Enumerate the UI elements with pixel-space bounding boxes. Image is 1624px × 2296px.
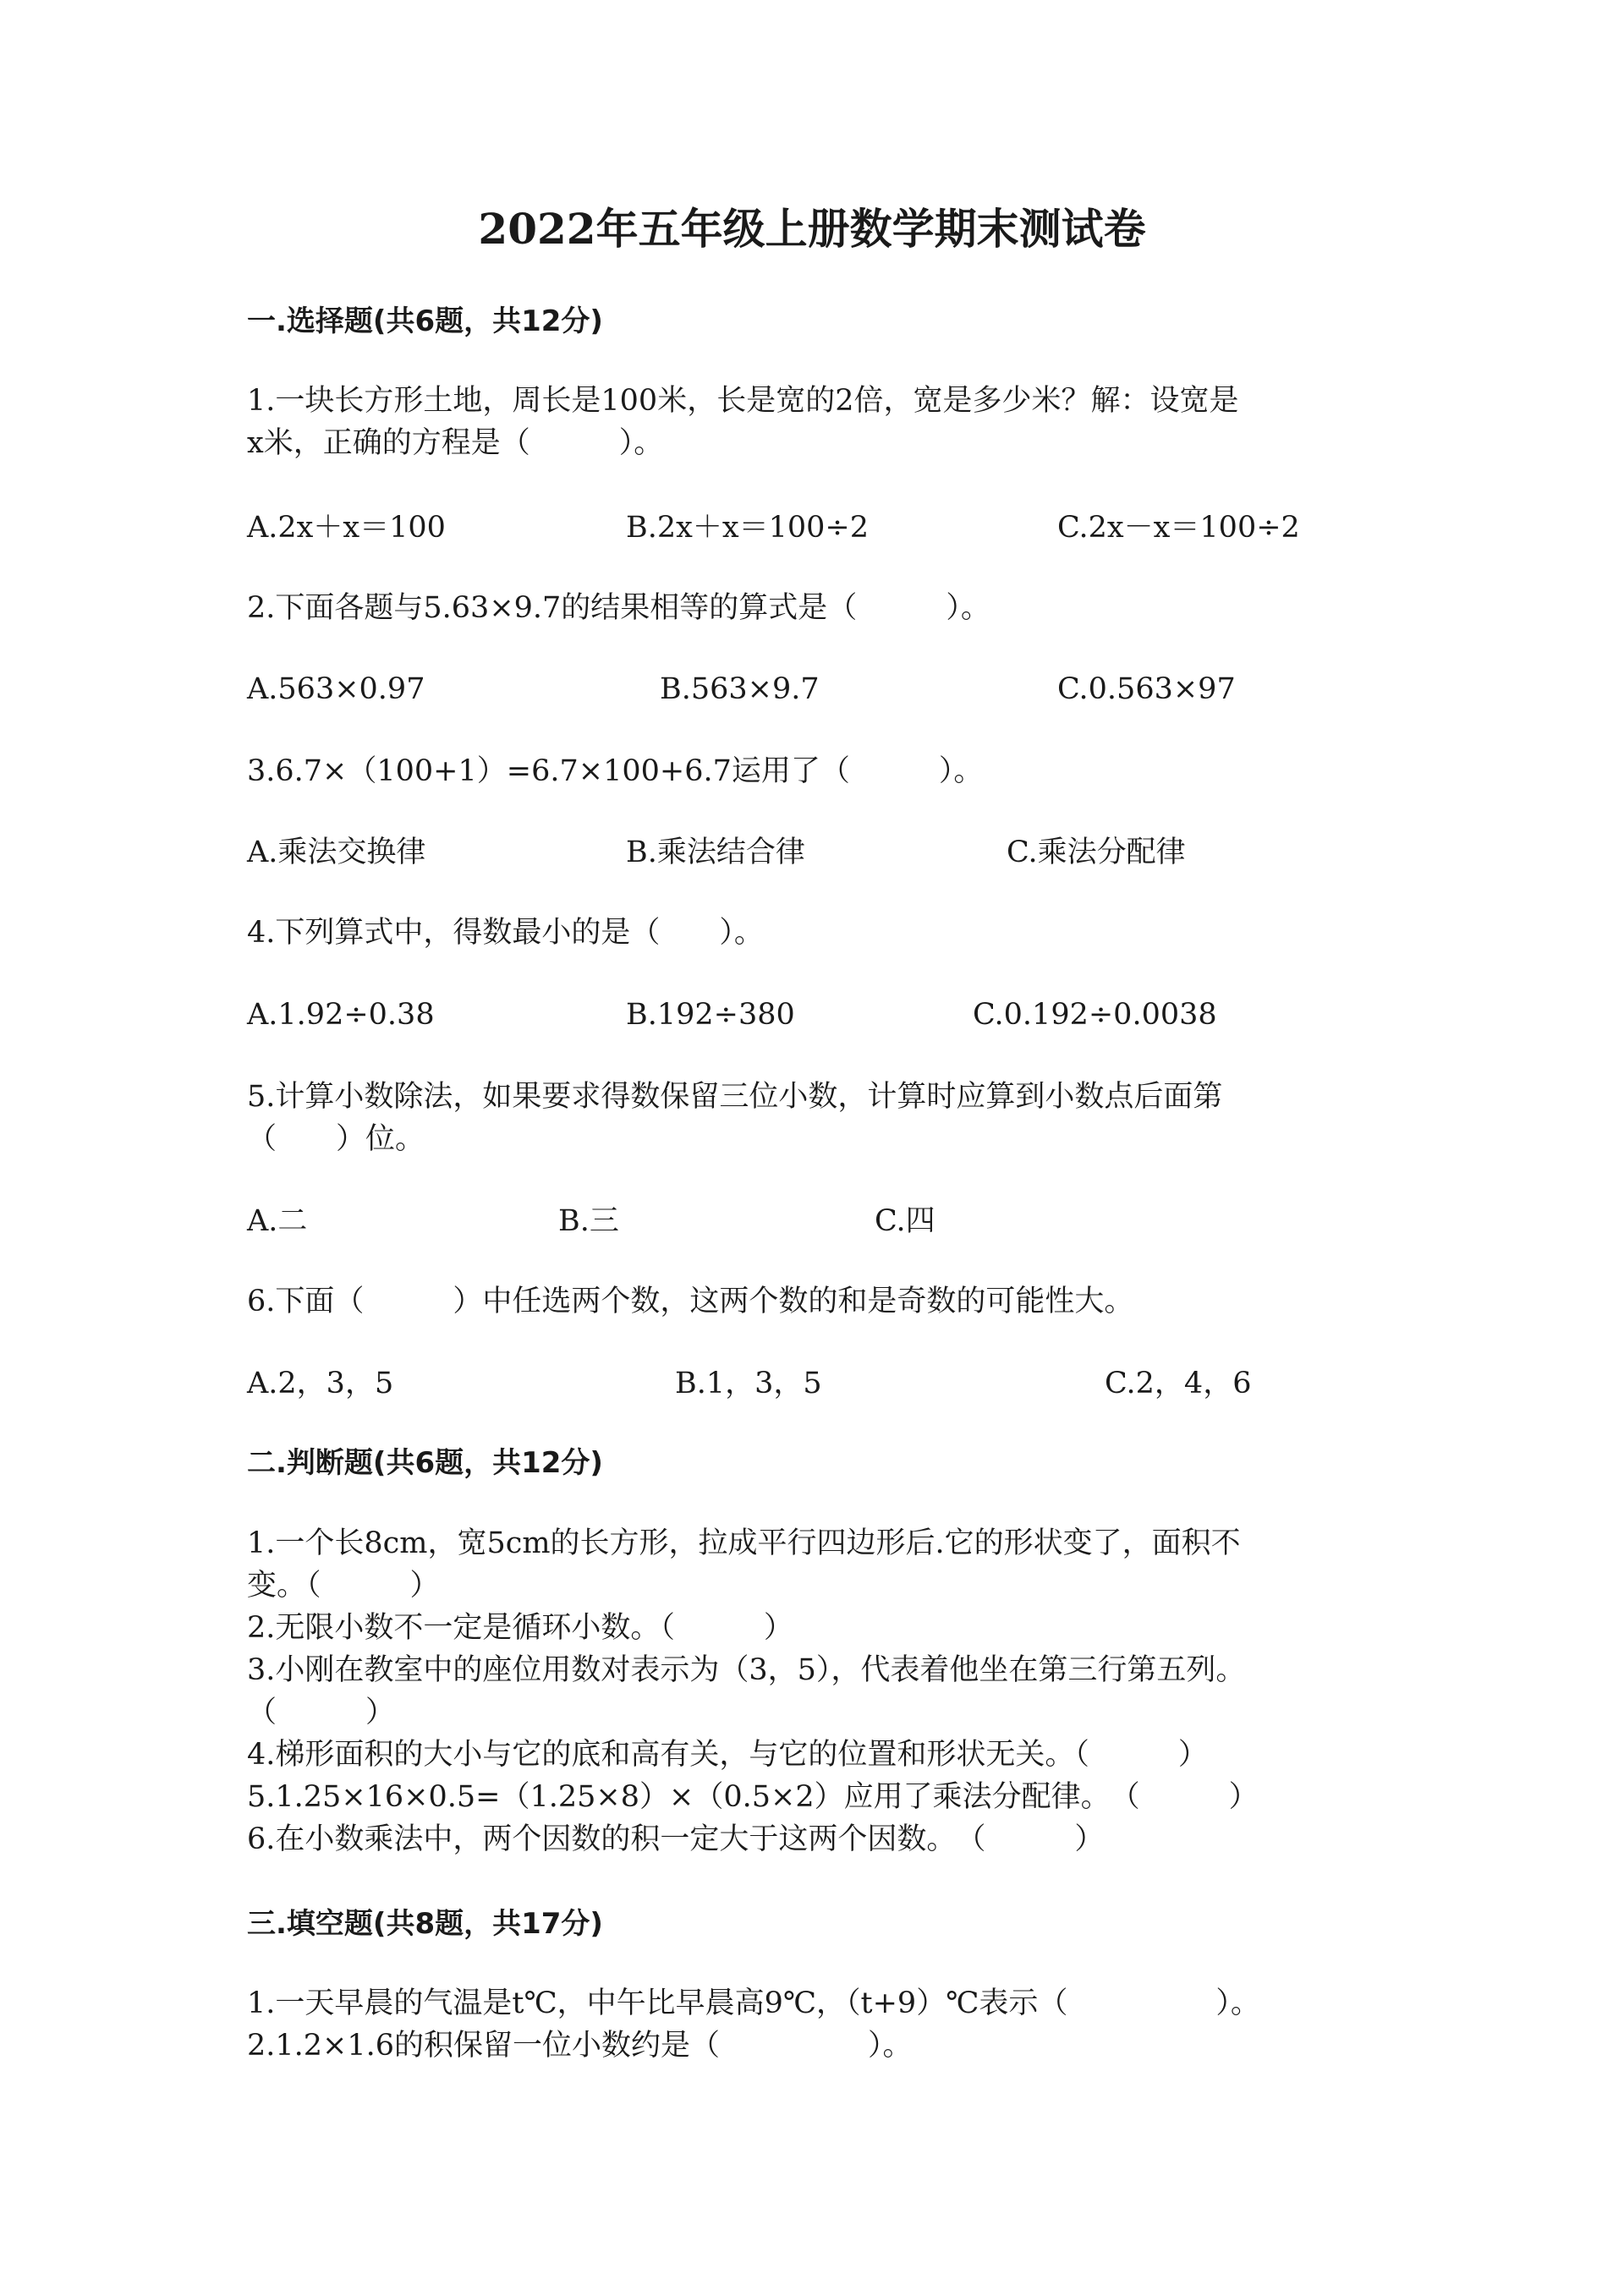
choice-q3-line1: 3.6.7×（100+1）=6.7×100+6.7运用了（ ）。 (247, 754, 984, 788)
choice-q6-option-c: C.2，4，6 (1105, 1367, 1252, 1400)
choice-q1-option-c: C.2x－x＝100÷2 (1057, 511, 1300, 545)
choice-q4-option-c: C.0.192÷0.0038 (973, 998, 1217, 1032)
choice-q5-line2: （ ）位。 (247, 1122, 425, 1156)
choice-q1-line2: x米，正确的方程是（ ）。 (247, 426, 664, 460)
page-title: 2022年五年级上册数学期末测试卷 (478, 204, 1146, 254)
choice-q1-option-a: A.2x＋x＝100 (247, 511, 446, 545)
choice-q2-option-c: C.0.563×97 (1057, 672, 1236, 706)
choice-q3-option-a: A.乘法交换律 (247, 836, 426, 869)
choice-q3-option-c: C.乘法分配律 (1007, 836, 1186, 869)
choice-q5-option-c: C.四 (875, 1204, 935, 1238)
choice-q4-option-b: B.192÷380 (626, 998, 795, 1032)
choice-q5-option-a: A.二 (247, 1204, 308, 1238)
choice-q2-option-b: B.563×9.7 (660, 672, 820, 706)
section-heading-fill: 三.填空题(共8题，共17分) (247, 1907, 603, 1941)
choice-q6-line1: 6.下面（ ）中任选两个数，这两个数的和是奇数的可能性大。 (247, 1285, 1134, 1318)
judge-q5: 5.1.25×16×0.5=（1.25×8）×（0.5×2）应用了乘法分配律。 （ ） (247, 1780, 1259, 1814)
section-heading-choice: 一.选择题(共6题，共12分) (247, 304, 603, 338)
choice-q2-line1: 2.下面各题与5.63×9.7的结果相等的算式是（ ）。 (247, 591, 990, 625)
choice-q4-option-a: A.1.92÷0.38 (247, 998, 435, 1032)
choice-q5-option-b: B.三 (558, 1204, 619, 1238)
choice-q6-option-b: B.1，3，5 (675, 1367, 822, 1400)
judge-q1-line2: 变。（ ） (247, 1569, 440, 1603)
choice-q2-option-a: A.563×0.97 (247, 672, 425, 706)
choice-q4-line1: 4.下列算式中，得数最小的是（ ）。 (247, 916, 764, 950)
choice-q1-option-b: B.2x＋x＝100÷2 (626, 511, 869, 545)
choice-q3-option-b: B.乘法结合律 (626, 836, 805, 869)
judge-q3-line2: （ ） (247, 1696, 396, 1729)
judge-q6: 6.在小数乘法中，两个因数的积一定大于这两个因数。 （ ） (247, 1822, 1105, 1856)
choice-q1-line1: 1.一块长方形土地，周长是100米，长是宽的2倍，宽是多少米？解：设宽是 (247, 384, 1239, 418)
judge-q2: 2.无限小数不一定是循环小数。（ ） (247, 1611, 793, 1645)
fill-q2: 2.1.2×1.6的积保留一位小数约是（ ）。 (247, 2029, 913, 2063)
judge-q3-line1: 3.小刚在教室中的座位用数对表示为（3，5），代表着他坐在第三行第五列。 (247, 1653, 1246, 1687)
section-heading-judge: 二.判断题(共6题，共12分) (247, 1446, 603, 1480)
choice-q5-line1: 5.计算小数除法，如果要求得数保留三位小数，计算时应算到小数点后面第 (247, 1080, 1223, 1114)
judge-q1-line1: 1.一个长8cm，宽5cm的长方形，拉成平行四边形后.它的形状变了，面积不 (247, 1526, 1241, 1560)
judge-q4: 4.梯形面积的大小与它的底和高有关，与它的位置和形状无关。（ ） (247, 1738, 1208, 1772)
fill-q1: 1.一天早晨的气温是t℃，中午比早晨高9℃，（t+9）℃表示（ ）。 (247, 1986, 1260, 2020)
choice-q6-option-a: A.2，3，5 (247, 1367, 394, 1400)
